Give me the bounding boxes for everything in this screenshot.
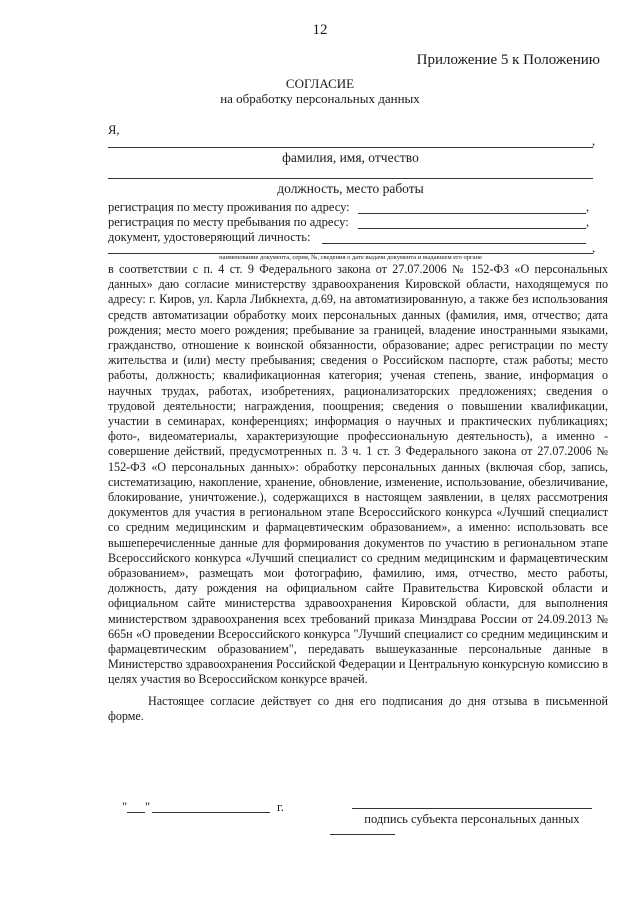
fio-line: [108, 147, 593, 148]
document-line-1: [322, 243, 586, 244]
reg-stay-line: [358, 228, 586, 229]
document-caption: наименование документа, серия, №, сведения о дате выдачи документа и выдавшем его органе: [219, 254, 482, 261]
reg-stay-comma: ,: [586, 215, 590, 229]
appendix-label: Приложение 5 к Положению: [416, 52, 600, 68]
page-number: 12: [312, 22, 328, 38]
footer-separator: [330, 834, 395, 835]
document-comma: ,: [592, 241, 596, 255]
position-line: [108, 178, 593, 179]
consent-body: [108, 262, 608, 724]
date-year-suffix: г.: [277, 800, 284, 814]
reg-residence-label: регистрация по месту проживания по адресу:: [108, 200, 350, 214]
reg-residence-comma: ,: [586, 200, 590, 214]
date-month-line: [152, 812, 270, 813]
fio-comma: ,: [592, 134, 596, 148]
reg-residence-line: [358, 213, 586, 214]
fio-caption: фамилия, имя, отчество: [282, 150, 419, 165]
validity-paragraph: Настоящее согласие действует со дня его подписания до дня отзыва в письменной форме.: [108, 693, 608, 723]
date-close-quote: ": [145, 800, 151, 814]
date-open-quote: ": [122, 800, 128, 814]
i-label: Я,: [108, 123, 120, 137]
document-title: СОГЛАСИЕ: [285, 76, 355, 91]
consent-paragraph: в соответствии с п. 4 ст. 9 Федерального закона от 27.07.2006 № 152-ФЗ «О персональных данных» даю согласие министерству здравоохранения Кировской области, находящемуся по адресу: г. Киров, ул. Карла Либкнехта, д.69, на автоматизированную, а также без использования средств автоматизации обработку моих персональных данных (фамилия, имя, отчество; дата рождения; место моего рождения; пребывание за границей, владение иностранными языками, гражданство, отношение к воинской обязанности, образование; адрес регистрации по месту жительства и (или) месту пребывания; сведения о Российском паспорте, стаж работы; место работы, должность; квалификационная категория; ученая степень, звание, информация о научных трудах, работах, изобретениях, рационализаторских предложениях; сведения о трудовой деятельности; награждения, поощрения; сведения о повышении квалификации, участии в семинарах, конференциях; информация о научных и практических публикациях; фото-, видеоматериалы, характеризующие профессиональную деятельность), а именно - совершение действий, предусмотренных п. 3 ч. 1 ст. 3 Федерального закона от 27.07.2006 № 152-ФЗ «О персональных данных»: обработку персональных данных (включая сбор, запись, систематизацию, накопление, хранение, обновление, изменение, использование, обезличивание, блокирование, уничтожение.), содержащихся в настоящем заявлении, в целях рассмотрения документов для участия в региональном этапе Всероссийского конкурса «Лучший специалист со средним медицинским и фармацевтическим образованием», а именно: использовать все вышеперечисленные данные для формирования документов по участию в региональном этапе Всероссийского конкурса «Лучший специалист со средним медицинским и фармацевтическим образованием», размещать мои фотографию, фамилию, имя, отчество, место работы, должность, дату рождения на официальном сайте Правительства Кировской области и официальном сайте министерства здравоохранения Кировской области, для выполнения министерством здравоохранения всех требований приказа Минздрава России от 24.09.2013 № 665н «О проведении Всероссийского конкурса "Лучший специалист со средним медицинским и фармацевтическим образованием", передавать вышеуказанные персональные данные в Министерство здравоохранения Российской Федерации и Центральную конкурсную комиссию в целях участия во Всероссийском конкурсе врачей.: [108, 262, 608, 687]
document-label: документ, удостоверяющий личность:: [108, 230, 311, 244]
position-caption: должность, место работы: [277, 181, 424, 196]
document-subtitle: на обработку персональных данных: [220, 91, 420, 106]
reg-stay-label: регистрация по месту пребывания по адресу:: [108, 215, 349, 229]
signature-line: [352, 808, 592, 809]
signature-caption: подпись субъекта персональных данных: [364, 812, 580, 826]
date-day-line: [127, 812, 145, 813]
